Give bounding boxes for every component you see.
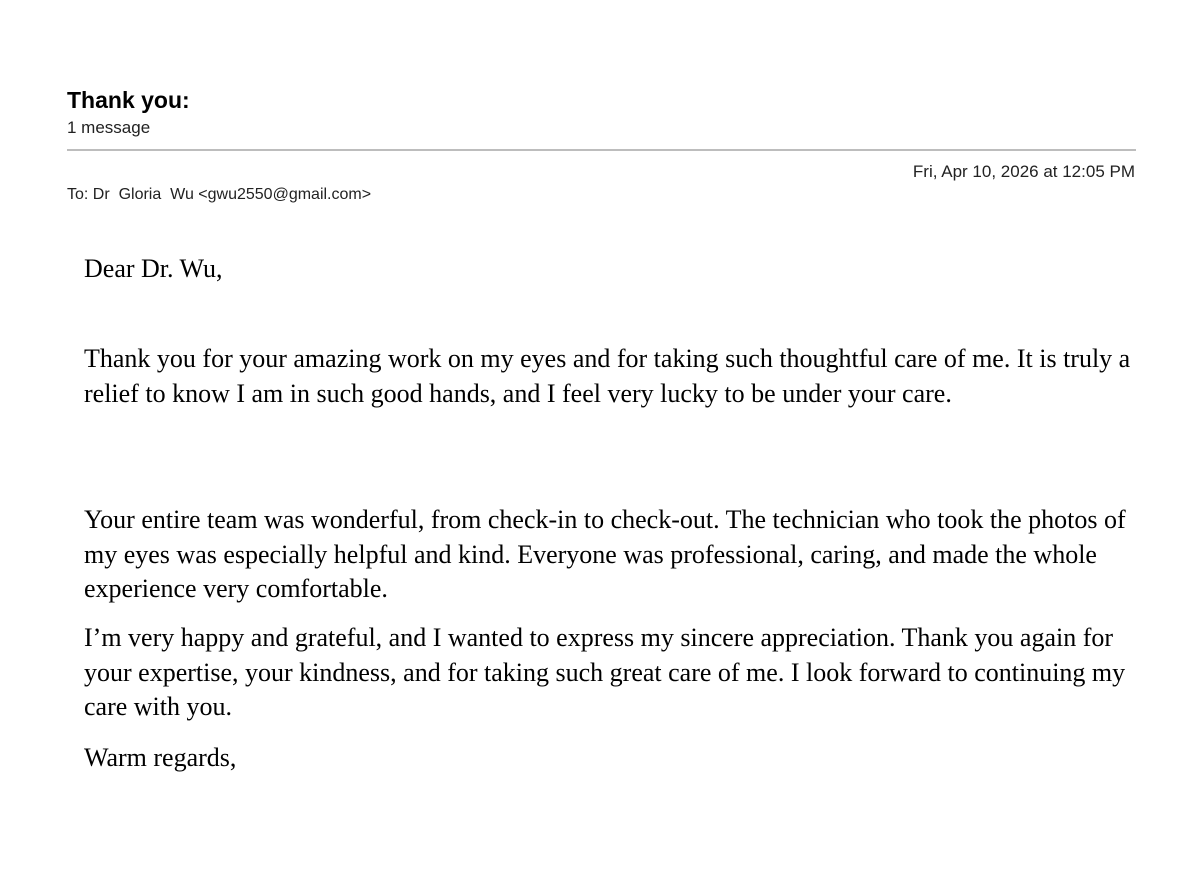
email-greeting: Dear Dr. Wu, bbox=[84, 254, 223, 283]
email-closing: Warm regards, bbox=[84, 743, 237, 772]
email-date: Fri, Apr 10, 2026 at 12:05 PM bbox=[912, 162, 1135, 181]
email-subject: Thank you: bbox=[67, 87, 190, 113]
message-count: 1 message bbox=[67, 118, 151, 137]
recipient-line: To: Dr Gloria Wu <gwu2550@gmail.com> bbox=[67, 186, 372, 203]
email-paragraph: Thank you for your amazing work on my eyes and for taking such thoughtful care of me. It is truly a relief to know I am in such good hands, and I feel very lucky to be under your care. bbox=[84, 344, 1131, 408]
email-paragraph: Your entire team was wonderful, from check-in to check-out. The technician who took the photos of my eyes was especially helpful and kind. Everyone was professional, caring, and made the whole experience very comfortable. bbox=[84, 505, 1126, 603]
email-paragraph: I’m very happy and grateful, and I wanted to express my sincere appreciation. Thank you again for your expertise, your kindness, and for taking such great care of me. I look forward to continuing my care with you. bbox=[84, 623, 1126, 721]
header-divider bbox=[67, 149, 1136, 151]
